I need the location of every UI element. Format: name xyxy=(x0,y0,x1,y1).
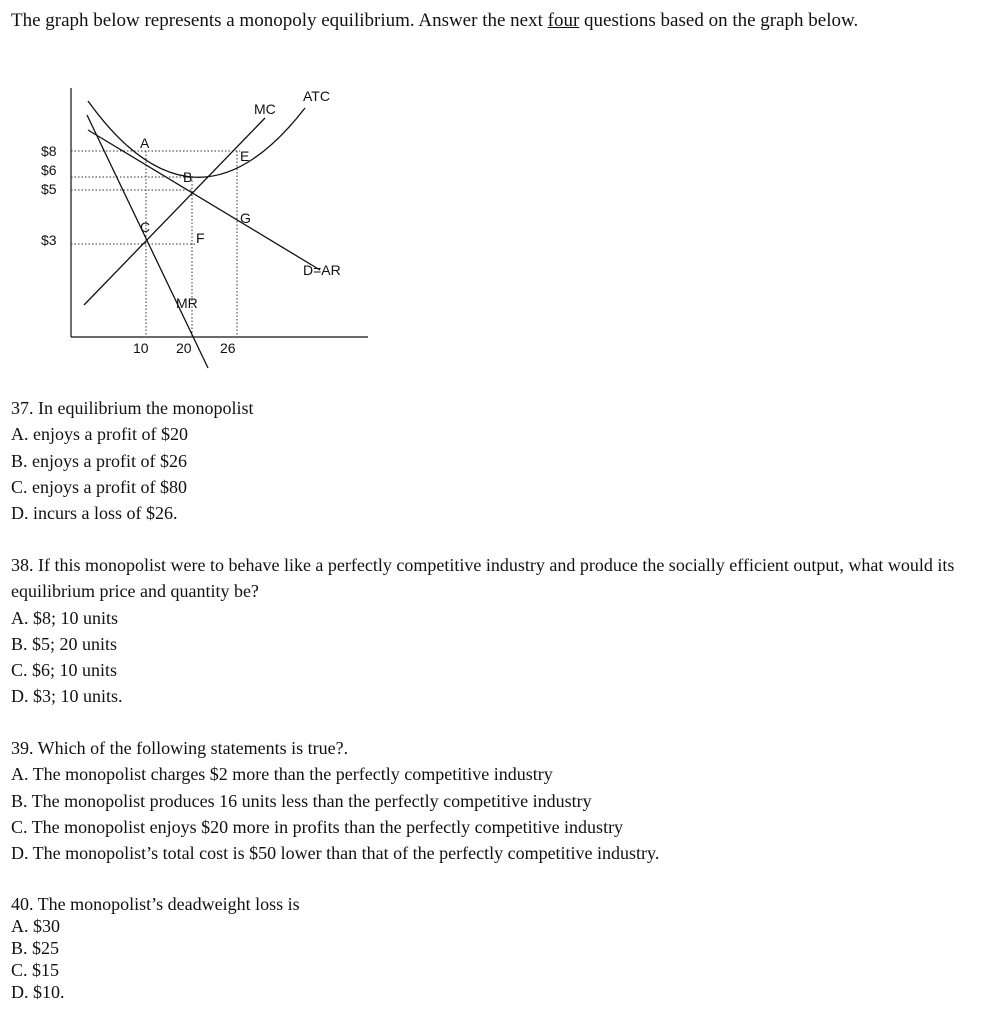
point-a-label: A xyxy=(140,135,150,151)
answer-option: C. $6; 10 units xyxy=(11,660,118,681)
instructions-text-after: questions based on the graph below. xyxy=(579,10,859,31)
answer-option: D. $3; 10 units. xyxy=(11,686,123,707)
demand-label: D=AR xyxy=(303,262,341,278)
price-label-6: $6 xyxy=(41,162,57,178)
answer-option: A. $30 xyxy=(11,916,60,936)
point-c-label: C xyxy=(140,219,151,235)
instructions-emphasis: four xyxy=(547,10,580,31)
answer-option: B. $5; 20 units xyxy=(11,633,118,654)
answer-option: A. The monopolist charges $2 more than the perfectly competitive industry xyxy=(11,764,553,785)
answer-option: B. The monopolist produces 16 units less than the perfectly competitive industry xyxy=(11,790,592,811)
answer-option: C. The monopolist enjoys $20 more in profits than the perfectly competitive industry xyxy=(11,816,624,837)
price-label-5: $5 xyxy=(41,181,57,197)
quantity-label-20: 20 xyxy=(176,340,192,356)
question-stem: 40. The monopolist’s deadweight loss is xyxy=(11,894,300,914)
answer-option: D. $10. xyxy=(11,982,65,1002)
answer-option: D. incurs a loss of $26. xyxy=(11,503,178,524)
mc-label: MC xyxy=(254,101,276,117)
question-stem: 38. If this monopolist were to behave like a perfectly competitive industry and produce the socially efficient output, what would its equilibrium price and quantity be? xyxy=(11,555,955,602)
guide-lines xyxy=(71,151,240,337)
answer-option: B. $25 xyxy=(11,938,60,958)
answer-option: C. enjoys a profit of $80 xyxy=(11,476,187,497)
point-e-label: E xyxy=(240,148,250,164)
point-f-label: F xyxy=(196,230,205,246)
quantity-label-26: 26 xyxy=(220,340,236,356)
question-37 xyxy=(11,395,611,526)
point-b-label: B xyxy=(183,169,193,185)
answer-option: B. enjoys a profit of $26 xyxy=(11,450,187,471)
answer-option: D. The monopolist’s total cost is $50 lower than that of the perfectly competitive industry. xyxy=(11,843,660,864)
instructions-text-before: The graph below represents a monopoly equilibrium. Answer the next xyxy=(11,10,548,31)
question-38 xyxy=(11,552,976,710)
answer-option: A. $8; 10 units xyxy=(11,607,119,628)
atc-label: ATC xyxy=(303,88,330,104)
mr-curve xyxy=(87,115,208,368)
question-stem: 37. In equilibrium the monopolist xyxy=(11,398,254,418)
mc-curve xyxy=(84,118,265,305)
instructions xyxy=(11,9,981,33)
price-label-3: $3 xyxy=(41,232,57,248)
quantity-label-10: 10 xyxy=(133,340,149,356)
question-40 xyxy=(11,893,611,1003)
price-label-8: $8 xyxy=(41,143,57,159)
point-g-label: G xyxy=(240,210,251,226)
answer-option: C. $15 xyxy=(11,960,60,980)
answer-option: A. enjoys a profit of $20 xyxy=(11,424,188,445)
question-stem: 39. Which of the following statements is true?. xyxy=(11,738,349,758)
monopoly-graph xyxy=(0,80,400,380)
question-39 xyxy=(11,735,976,866)
mr-label: MR xyxy=(176,295,198,311)
